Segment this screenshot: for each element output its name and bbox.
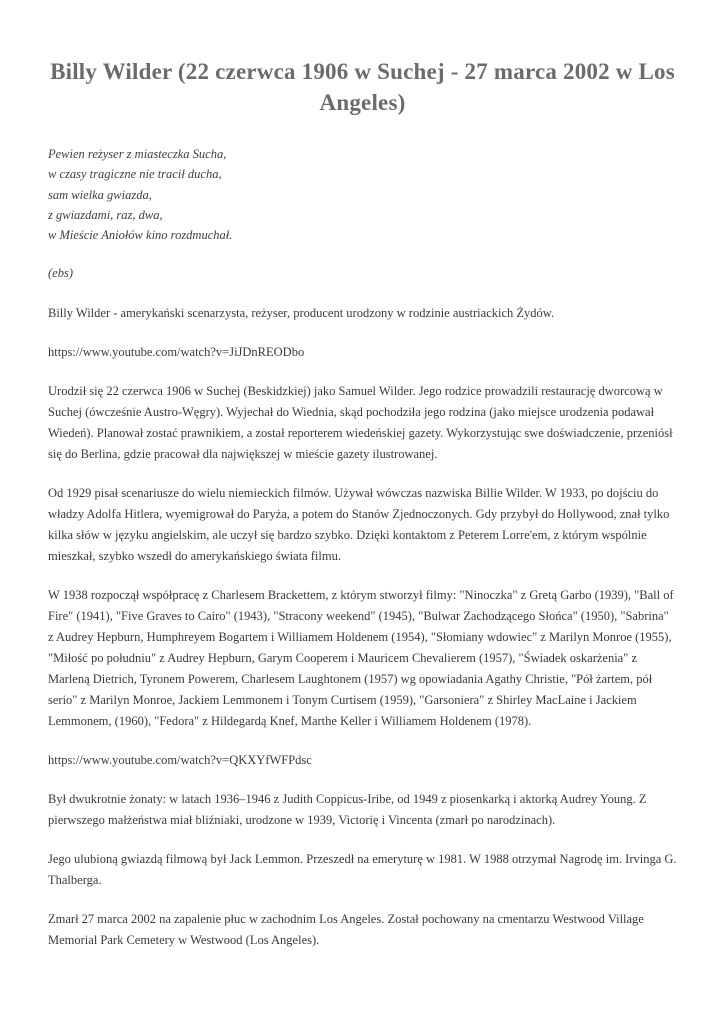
poem-line: z gwiazdami, raz, dwa, <box>48 207 163 222</box>
paragraph-youtube-link-2 <box>48 750 677 771</box>
paragraph-intro: Billy Wilder - amerykański scenarzysta, reżyser, producent urodzony w rodzinie austriackich Żydów. <box>48 306 555 321</box>
paragraph-emigration: Od 1929 pisał scenariusze do wielu niemieckich filmów. Używał wówczas nazwiska Billie Wilder. W 1933, po dojściu do władzy Adolfa Hitlera, wyemigrował do Paryża, a potem do Stanów Zjednoczonych. Gdy przybył do Hollywood, znał tylko kilka słów w języku angielskim, ale uczył się bardzo szybko. Dzięki kontaktom z Peterem Lorre'em, z którym wspólnie mieszkał, szybko wszedł do amerykańskiego świata filmu. <box>48 486 670 564</box>
poem-line: Pewien reżyser z miasteczka Sucha, <box>48 147 227 162</box>
poem-line: w czasy tragiczne nie tracił ducha, <box>48 167 222 182</box>
paragraph-youtube-link-1 <box>48 342 677 363</box>
paragraph-death: Zmarł 27 marca 2002 na zapalenie płuc w zachodnim Los Angeles. Został pochowany na cmentarzu Westwood Village Memorial Park Cemetery w Westwood (Los Angeles). <box>48 912 644 948</box>
paragraph-marriages: Był dwukrotnie żonaty: w latach 1936–1946 z Judith Coppicus-Iribe, od 1949 z piosenkarką i aktorką Audrey Young. Z pierwszego małżeństwa miał bliźniaki, urodzone w 1939, Victorię i Vincenta (zmarł po narodzinach). <box>48 792 647 828</box>
paragraph-retirement: Jego ulubioną gwiazdą filmową był Jack Lemmon. Przeszedł na emeryturę w 1981. W 1988 otrzymał Nagrodę im. Irvinga G. Thalberga. <box>48 852 677 888</box>
youtube-link-2[interactable]: https://www.youtube.com/watch?v=QKXYfWFPdsc <box>48 753 312 768</box>
poem-line: w Mieście Aniołów kino rozdmuchał. <box>48 228 233 243</box>
author-signature: (ebs) <box>48 266 73 281</box>
paragraph-filmography: W 1938 rozpoczął współpracę z Charlesem Brackettem, z którym stworzył filmy: "Ninoczka" z Gretą Garbo (1939), "Ball of Fire" (1941), "Five Graves to Cairo" (1943), "Stracony weekend" (1945), "Bulwar Zachodzącego Słońca" (1950), "Sabrina" z Audrey Hepburn, Humphreyem Bogartem i Williamem Holdenem (1954), "Słomiany wdowiec" z Marilyn Monroe (1955), "Miłość po południu" z Audrey Hepburn, Garym Cooperem i Mauricem Chevalierem (1957), "Świadek oskarżenia" z Marleną Dietrich, Tyronem Powerem, Charlesem Laughtonem (1957) wg opowiadania Agathy Christie, "Pół żartem, pół serio" z Marilyn Monroe, Jackiem Lemmonem i Tonym Curtisem (1959), "Garsoniera" z Shirley MacLaine i Jackiem Lemmonem, (1960), "Fedora" z Hildegardą Knef, Marthe Keller i Williamem Holdenem (1978). <box>48 588 674 729</box>
page-title: Billy Wilder (22 czerwca 1906 w Suchej - 27 marca 2002 w Los Angeles) <box>50 59 675 116</box>
youtube-link-1[interactable]: https://www.youtube.com/watch?v=JiJDnREODbo <box>48 345 305 360</box>
poem-line: sam wielka gwiazda, <box>48 187 152 202</box>
paragraph-birth: Urodził się 22 czerwca 1906 w Suchej (Beskidzkiej) jako Samuel Wilder. Jego rodzice prowadzili restaurację dworcową w Suchej (ówcześnie Austro-Węgry). Wyjechał do Wiednia, skąd pochodziła jego rodzina (jako miejsce urodzenia podawał Wiedeń). Planował zostać prawnikiem, a został reporterem wiedeńskiej gazety. Wykorzystując swe doświadczenie, przeniósł się do Berlina, gdzie pracował dla największej w mieście gazety ilustrowanej. <box>48 384 673 462</box>
poem-block <box>48 144 677 245</box>
